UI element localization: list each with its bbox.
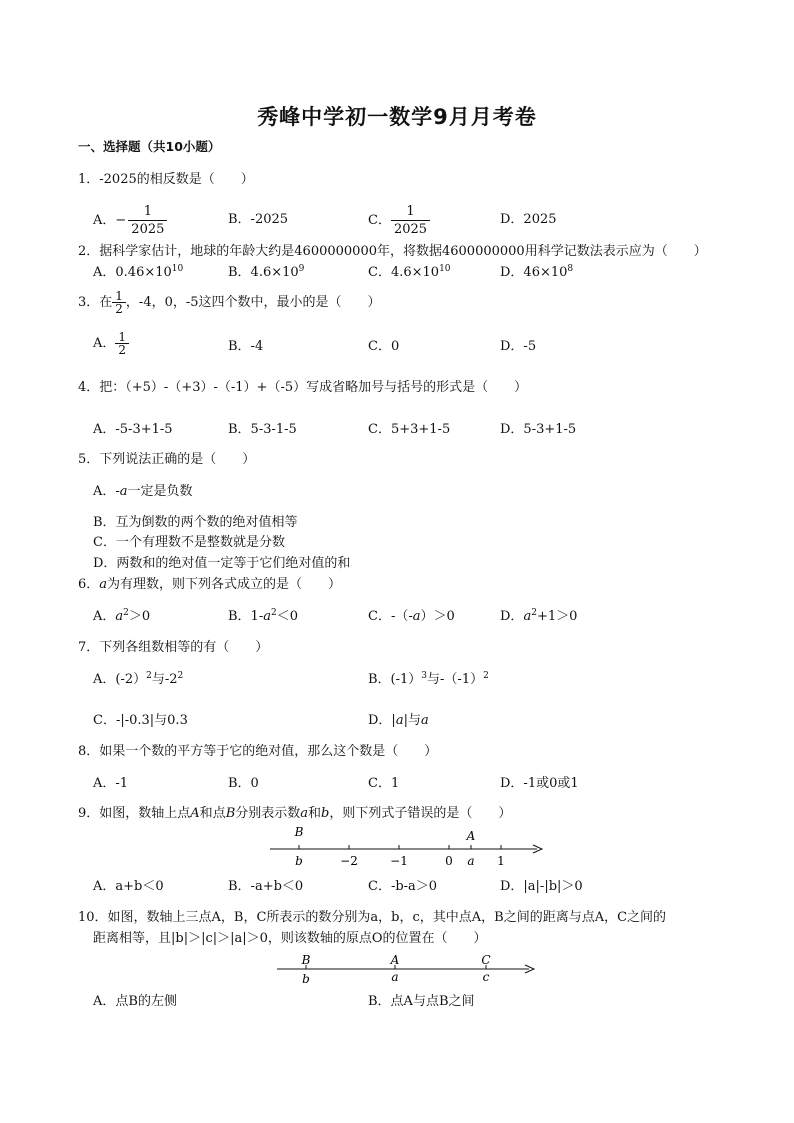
tick-label-neg2: −2 xyxy=(340,854,358,868)
question-4-option-b: B．5-3-1-5 xyxy=(228,422,297,437)
fraction xyxy=(112,290,126,315)
question-3-option-b: B．-4 xyxy=(228,339,264,354)
value-a-label: a xyxy=(467,854,475,868)
option-text: A．0.46×10 xyxy=(93,265,172,280)
question-10-stem-line1: 10．如图，数轴上三点A，B，C所表示的数分别为a，b，c，其中点A，B之间的距离与点A，C之间的 xyxy=(78,910,667,925)
option-text: ＜0 xyxy=(276,609,298,624)
fraction-numerator: 1 xyxy=(128,203,167,221)
question-5-option-c: C．一个有理数不是整数就是分数 xyxy=(93,535,285,550)
question-6-stem xyxy=(78,577,341,593)
exponent: 2 xyxy=(177,671,184,681)
question-1-option-d: D．2025 xyxy=(500,212,557,227)
question-10-option-a: A．点B的左侧 xyxy=(93,994,177,1009)
question-8-option-c: C．1 xyxy=(368,776,400,791)
option-text: 与-（-1） xyxy=(427,672,484,687)
stem-text: 为有理数，则下列各式成立的是（ ） xyxy=(107,577,342,592)
option-text: B．4.6×10 xyxy=(228,265,299,280)
question-7-option-a xyxy=(93,672,183,688)
point-A-label: A xyxy=(390,953,400,967)
fraction-numerator: 1 xyxy=(391,203,430,221)
option-text: A．(-2） xyxy=(93,672,147,687)
exponent: 9 xyxy=(298,264,305,274)
question-6-option-c xyxy=(368,609,455,625)
question-3-option-a xyxy=(93,331,129,356)
section-heading: 一、选择题（共10小题） xyxy=(78,139,221,154)
variable: a xyxy=(420,713,429,728)
stem-text: 和点 xyxy=(199,806,226,821)
question-3-option-c: C．0 xyxy=(368,339,400,354)
variable: a xyxy=(99,577,108,592)
point-C-label: C xyxy=(481,953,491,967)
variable: a xyxy=(119,484,128,499)
number-line-q9 xyxy=(265,822,550,870)
tick-label-0: 0 xyxy=(445,854,453,868)
variable: a xyxy=(412,609,421,624)
question-6-option-a xyxy=(93,609,150,625)
option-label: A． xyxy=(93,213,116,228)
option-text: 与-2 xyxy=(151,672,178,687)
value-b-label: b xyxy=(302,972,310,986)
point-A-label: A xyxy=(466,829,476,843)
stem-text: ，则下列式子错误的是（ ） xyxy=(329,806,512,821)
question-2-stem: 2．据科学家估计，地球的年龄大约是4600000000年，将数据4600000000用科学记数法表示应为（ ） xyxy=(78,244,707,259)
minus-sign: − xyxy=(115,213,127,228)
question-9-option-a: A．a+b＜0 xyxy=(93,879,164,894)
point-B-label: B xyxy=(294,825,304,839)
option-label: D． xyxy=(500,609,524,624)
option-text: B．(-1） xyxy=(368,672,422,687)
exponent: 10 xyxy=(439,264,451,274)
variable: a xyxy=(115,609,124,624)
question-8-option-a: A．-1 xyxy=(93,776,129,791)
variable: B xyxy=(225,806,236,821)
option-text: B．1- xyxy=(228,609,264,624)
question-4-option-a: A．-5-3+1-5 xyxy=(93,422,173,437)
option-text: C．4.6×10 xyxy=(368,265,440,280)
question-7-option-d xyxy=(368,713,429,729)
option-text: +1＞0 xyxy=(536,609,578,624)
question-9-option-b: B．-a+b＜0 xyxy=(228,879,304,894)
question-6-option-b xyxy=(228,609,298,625)
question-8-stem: 8．如果一个数的平方等于它的绝对值，那么这个数是（ ） xyxy=(78,744,438,759)
value-a-label: a xyxy=(391,970,399,984)
option-text: D．46×10 xyxy=(500,265,568,280)
tick-label-1: 1 xyxy=(497,854,505,868)
value-c-label: c xyxy=(482,970,490,984)
option-label: C． xyxy=(368,213,391,228)
exponent: 2 xyxy=(483,671,489,681)
number-line-q10 xyxy=(272,950,542,988)
question-5-option-b: B．互为倒数的两个数的绝对值相等 xyxy=(93,515,298,530)
stem-text: 和 xyxy=(308,806,322,821)
page-title: 秀峰中学初一数学9月月考卷 xyxy=(257,105,537,129)
question-9-option-d: D．|a|-|b|＞0 xyxy=(500,879,583,894)
stem-text: 6． xyxy=(78,577,100,592)
question-2-option-c xyxy=(368,265,451,281)
option-text: ）＞0 xyxy=(420,609,455,624)
stem-text: 3．在 xyxy=(78,295,113,310)
question-2-option-b xyxy=(228,265,304,281)
exponent: 3 xyxy=(421,671,428,681)
value-b-label: b xyxy=(295,854,303,868)
question-7-stem: 7．下列各组数相等的有（ ） xyxy=(78,640,269,655)
exponent: 2 xyxy=(123,608,129,618)
question-10-option-b: B．点A与点B之间 xyxy=(368,994,475,1009)
option-text: D．| xyxy=(368,713,396,728)
variable: b xyxy=(321,806,330,821)
question-4-option-d: D．5-3+1-5 xyxy=(500,422,577,437)
fraction xyxy=(391,203,430,238)
question-8-option-b: B．0 xyxy=(228,776,259,791)
question-1-option-a xyxy=(93,203,167,238)
variable: A xyxy=(190,806,200,821)
variable: a xyxy=(263,609,271,624)
exponent: 2 xyxy=(270,608,277,618)
option-text: ＞0 xyxy=(128,609,151,624)
question-1-stem: 1．-2025的相反数是（ ） xyxy=(78,172,254,187)
stem-text: ，-4，0，-5这四个数中，最小的是（ ） xyxy=(125,295,381,310)
question-3-option-d: D．-5 xyxy=(500,339,537,354)
variable: a xyxy=(300,806,309,821)
fraction xyxy=(128,203,167,238)
exponent: 10 xyxy=(171,264,184,274)
question-2-option-a xyxy=(93,265,183,281)
option-text: A．- xyxy=(93,484,120,499)
question-7-option-b xyxy=(368,672,489,688)
question-5-option-d: D．两数和的绝对值一定等于它们绝对值的和 xyxy=(93,556,351,571)
fraction xyxy=(115,331,129,356)
question-9-option-c: C．-b-a＞0 xyxy=(368,879,438,894)
fraction-denominator: 2 xyxy=(118,343,127,357)
exponent: 2 xyxy=(531,608,537,618)
question-1-option-c xyxy=(368,203,430,238)
question-5-stem: 5．下列说法正确的是（ ） xyxy=(78,452,256,467)
fraction-denominator: 2025 xyxy=(131,222,165,237)
point-B-label: B xyxy=(301,953,311,967)
stem-text: 9．如图，数轴上点 xyxy=(78,806,191,821)
variable: a xyxy=(523,609,532,624)
question-8-option-d: D．-1或0或1 xyxy=(500,776,579,791)
question-6-option-d xyxy=(500,609,577,625)
option-text: 一定是负数 xyxy=(127,484,193,499)
question-4-stem: 4．把：（+5）-（+3）-（-1）+（-5）写成省略加号与括号的形式是（ ） xyxy=(78,380,528,395)
exponent: 2 xyxy=(146,671,152,681)
question-1-option-b: B．-2025 xyxy=(228,212,289,227)
question-4-option-c: C．5+3+1-5 xyxy=(368,422,451,437)
question-2-option-d xyxy=(500,265,573,281)
fraction-numerator: 1 xyxy=(112,290,126,303)
question-7-option-c: C．-|-0.3|与0.3 xyxy=(93,713,188,728)
option-label: A． xyxy=(93,609,116,624)
tick-label-neg1: −1 xyxy=(390,854,408,868)
option-text: |与 xyxy=(403,713,421,728)
exponent: 8 xyxy=(567,264,574,274)
fraction-denominator: 2 xyxy=(115,302,123,316)
question-3-stem xyxy=(78,290,381,315)
fraction-numerator: 1 xyxy=(115,331,129,344)
fraction-denominator: 2025 xyxy=(393,222,428,237)
stem-text: 分别表示数 xyxy=(235,806,301,821)
option-label: A． xyxy=(93,336,116,351)
question-9-stem xyxy=(78,806,511,822)
question-5-option-a xyxy=(93,484,193,500)
option-text: C．-（- xyxy=(368,609,413,624)
variable: a xyxy=(395,713,404,728)
question-10-stem-line2: 距离相等，且|b|＞|c|＞|a|＞0，则该数轴的原点O的位置在（ ） xyxy=(93,931,487,946)
